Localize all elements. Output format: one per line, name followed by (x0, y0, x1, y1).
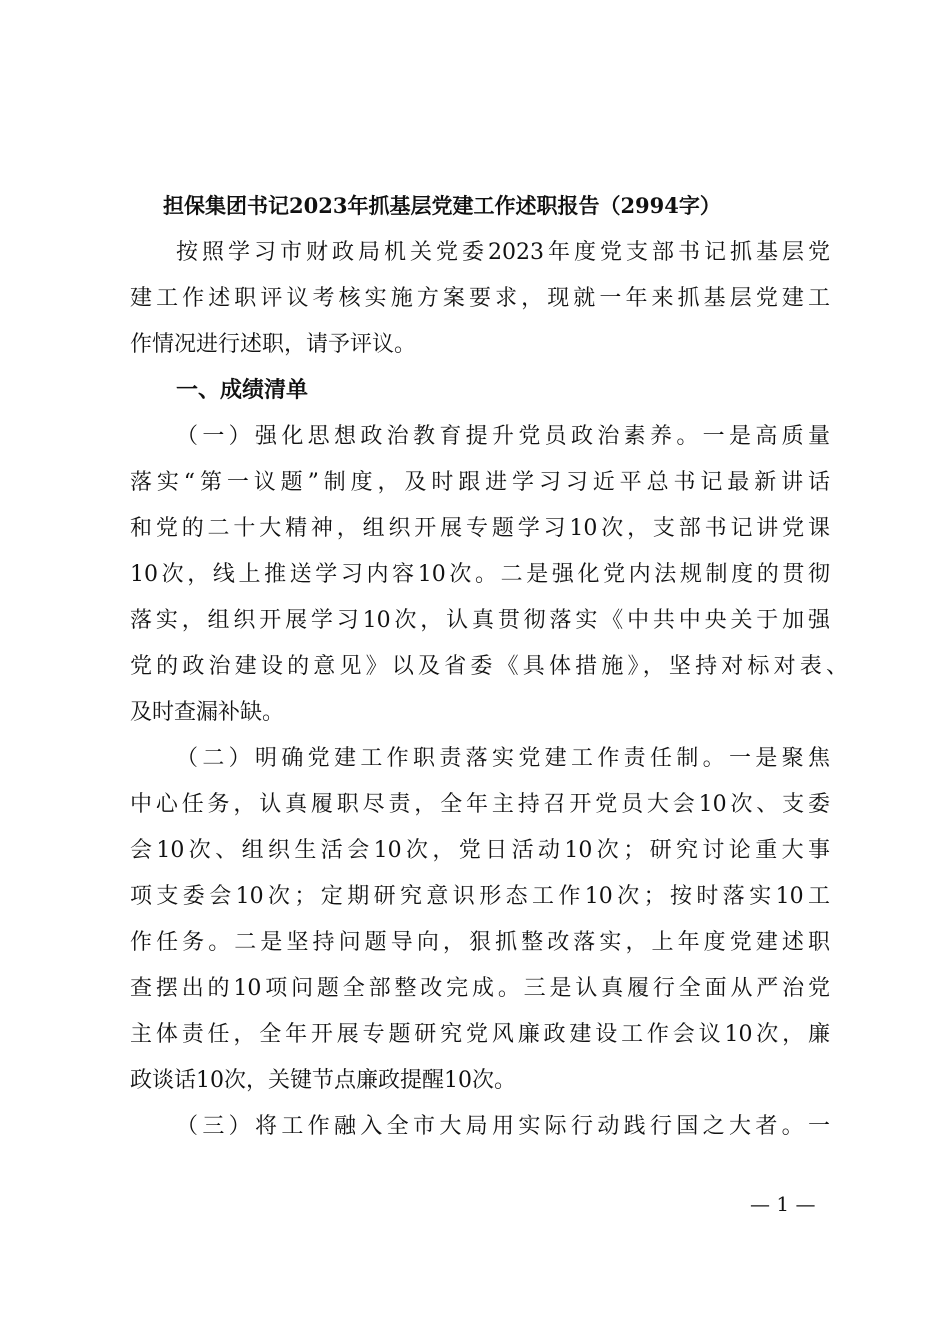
text-line: 作情况进行述职，请予评议。 (130, 332, 417, 357)
text-line: 和党的二十大精神，组织开展专题学习10次，支部书记讲党课 (130, 516, 830, 541)
page-number: — 1 — (750, 1192, 816, 1216)
text-line: 落实“第一议题”制度，及时跟进学习习近平总书记最新讲话 (130, 470, 830, 495)
paragraph-1 (130, 414, 848, 736)
text-line: 中心任务，认真履职尽责，全年主持召开党员大会10次、支委 (130, 792, 830, 817)
text-line: 项支委会10次；定期研究意识形态工作10次；按时落实10工 (130, 884, 830, 909)
text-line: 按照学习市财政局机关党委2023年度党支部书记抓基层党 (176, 240, 830, 265)
section-heading: 一、成绩清单 (176, 378, 309, 403)
text-line: 作任务。二是坚持问题导向，狠抓整改落实，上年度党建述职 (130, 930, 830, 955)
paragraph-2 (130, 736, 830, 1104)
paragraph-3 (130, 1104, 830, 1150)
text-line: 党的政治建设的意见》以及省委《具体措施》，坚持对标对表、 (130, 654, 848, 679)
intro-paragraph (130, 230, 830, 414)
text-line: 主体责任，全年开展专题研究党风廉政建设工作会议10次，廉 (130, 1022, 830, 1047)
text-line: （三）将工作融入全市大局用实际行动践行国之大者。一 (176, 1114, 830, 1139)
text-line: （二）明确党建工作职责落实党建工作责任制。一是聚焦 (176, 746, 830, 771)
text-line: （一）强化思想政治教育提升党员政治素养。一是高质量 (176, 424, 830, 449)
document-title: 担保集团书记2023年抓基层党建工作述职报告（2994字） (163, 193, 721, 218)
text-line: 落实，组织开展学习10次，认真贯彻落实《中共中央关于加强 (130, 608, 830, 633)
text-line: 查摆出的10项问题全部整改完成。三是认真履行全面从严治党 (130, 976, 830, 1001)
text-line: 政谈话10次，关键节点廉政提醒10次。 (130, 1068, 516, 1093)
text-line: 建工作述职评议考核实施方案要求，现就一年来抓基层党建工 (130, 286, 830, 311)
text-line: 10次，线上推送学习内容10次。二是强化党内法规制度的贯彻 (130, 562, 830, 587)
text-line: 会10次、组织生活会10次，党日活动10次；研究讨论重大事 (130, 838, 830, 863)
text-line: 及时查漏补缺。 (130, 700, 285, 725)
